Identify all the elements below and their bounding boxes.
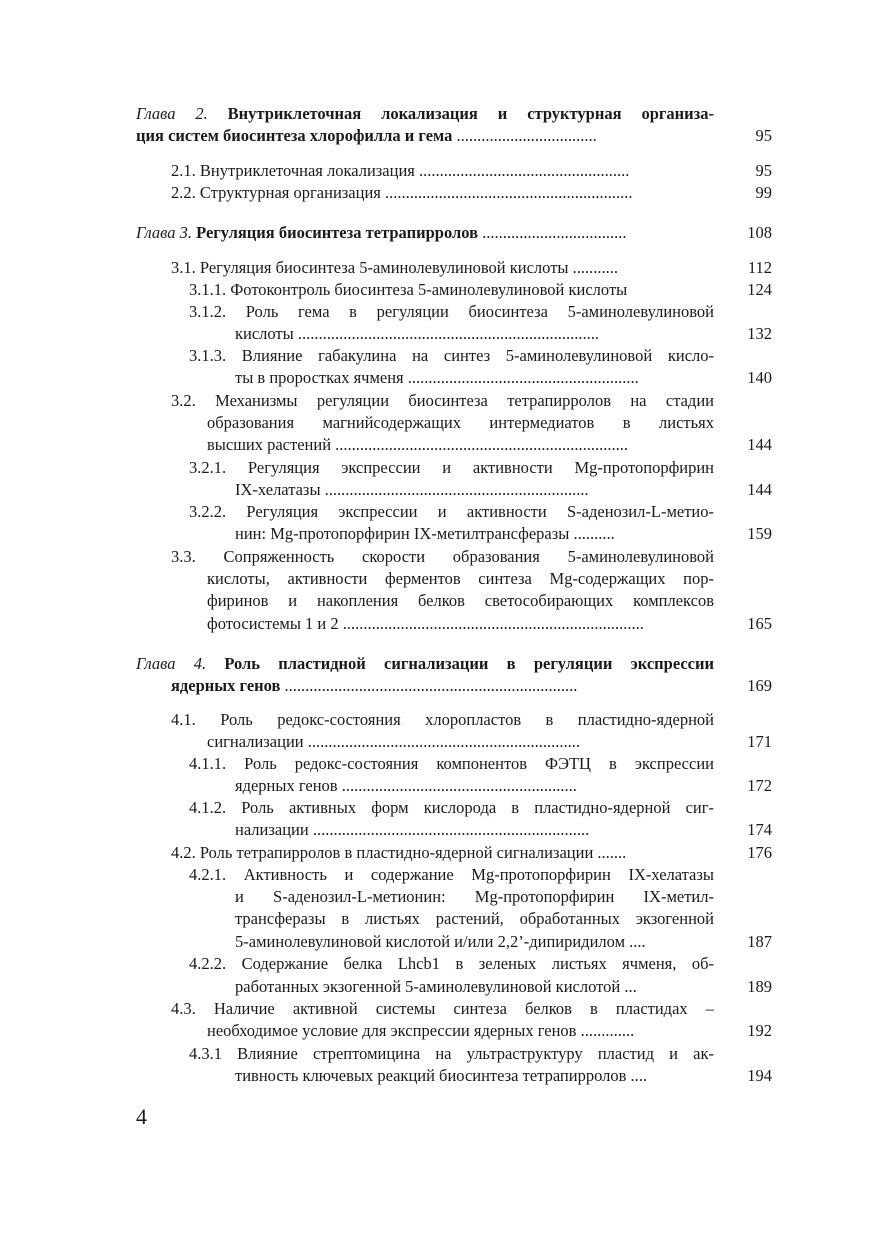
page-ref: 159 (747, 524, 772, 543)
page-ref: 172 (747, 776, 772, 795)
page-ref: 95 (755, 161, 772, 180)
toc-entry-3-2-2-line2[interactable]: нин: Mg-протопорфирин IX-метилтрансферазы .......... (235, 524, 615, 543)
page-ref: 174 (747, 820, 772, 839)
page-number: 4 (136, 1104, 147, 1129)
toc-entry-ch4-line1: Глава 4. Роль пластидной сигнализации в регуляции экспрессии (136, 654, 715, 673)
toc-entry-3-2-line2: образования магнийсодержащих интермедиатов в листьях (207, 413, 714, 432)
toc-entry-3-1[interactable]: 3.1. Регуляция биосинтеза 5-аминолевулиновой кислоты ........... (171, 258, 618, 277)
page-ref: 144 (747, 480, 772, 499)
toc-entry-3-2-1-line2[interactable]: IX-хелатазы ................................................................ (235, 480, 589, 499)
toc-entry-3-1-1[interactable]: 3.1.1. Фотоконтроль биосинтеза 5-аминолевулиновой кислоты (189, 280, 628, 299)
page-ref: 187 (747, 932, 772, 951)
toc-entry-4-1-line1: 4.1. Роль редокс-состояния хлоропластов в пластидно-ядерной (171, 710, 714, 729)
toc-entry-3-1-3-line1: 3.1.3. Влияние габакулина на синтез 5-аминолевулиновой кисло- (189, 346, 714, 365)
toc-entry-4-3-line1: 4.3. Наличие активной системы синтеза белков в пластидах – (171, 999, 714, 1018)
toc-entry-3-3-line3: фиринов и накопления белков светособирающих комплексов (207, 591, 714, 610)
toc-entry-ch4-line2[interactable]: ядерных генов ....................................................................... (171, 676, 578, 695)
page-ref: 108 (747, 223, 772, 242)
toc-entry-3-1-3-line2[interactable]: ты в проростках ячменя ........................................................ (235, 368, 639, 387)
chapter-label: Глава 2. (136, 104, 208, 123)
page-ref: 112 (747, 258, 772, 277)
toc-entry-3-3-line2: кислоты, активности ферментов синтеза Mg-содержащих пор- (207, 569, 714, 588)
toc-entry-3-1-2-line1: 3.1.2. Роль гема в регуляции биосинтеза 5-аминолевулиновой (189, 302, 714, 321)
toc-entry-4-2-1-line3: трансферазы в листьях растений, обработанных экзогенной (235, 909, 714, 928)
toc-entry-4-2-1-line4[interactable]: 5-аминолевулиновой кислотой и/или 2,2’-дипиридилом .... (235, 932, 646, 951)
toc-entry-4-1-line2[interactable]: сигнализации .................................................................. (207, 732, 580, 751)
page-ref: 169 (747, 676, 772, 695)
toc-entry-4-3-1-line2[interactable]: тивность ключевых реакций биосинтеза тетрапирролов .... (235, 1066, 648, 1085)
page-ref: 165 (747, 614, 772, 633)
chapter-title: Внутриклеточная локализация и структурная организа- (227, 104, 714, 123)
toc-entry-3-2-2-line1: 3.2.2. Регуляция экспрессии и активности S-аденозил-L-метио- (189, 502, 714, 521)
toc-entry-ch2-line2[interactable]: ция систем биосинтеза хлорофилла и гема .................................. (136, 126, 597, 145)
toc-entry-4-1-2-line2[interactable]: нализации ................................................................... (235, 820, 590, 839)
toc-entry-4-2[interactable]: 4.2. Роль тетрапирролов в пластидно-ядерной сигнализации ....... (171, 843, 627, 862)
page-ref: 194 (747, 1066, 772, 1085)
toc-entry-4-2-2-line1: 4.2.2. Содержание белка Lhcb1 в зеленых листьях ячменя, об- (189, 954, 714, 973)
chapter-title: ция систем биосинтеза хлорофилла и гема (136, 126, 453, 145)
page-ref: 140 (747, 368, 772, 387)
toc-entry-3-2-1-line1: 3.2.1. Регуляция экспрессии и активности Mg-протопорфирин (189, 458, 714, 477)
page-ref: 144 (747, 435, 772, 454)
toc-entry-4-1-1-line2[interactable]: ядерных генов ......................................................... (235, 776, 577, 795)
toc-entry-3-3-line1: 3.3. Сопряженность скорости образования 5-аминолевулиновой (171, 547, 714, 566)
page-ref: 95 (755, 126, 772, 145)
toc-entry-4-2-1-line1: 4.2.1. Активность и содержание Mg-протопорфирин IX-хелатазы (189, 865, 714, 884)
page-ref: 176 (747, 843, 772, 862)
toc-entry-3-2-line1: 3.2. Механизмы регуляции биосинтеза тетрапирролов на стадии (171, 391, 714, 410)
page-ref: 171 (747, 732, 772, 751)
toc-entry-3-2-line3[interactable]: высших растений ....................................................................... (207, 435, 629, 454)
toc-entry-4-1-1-line1: 4.1.1. Роль редокс-состояния компонентов ФЭТЦ в экспрессии (189, 754, 714, 773)
toc-entry-4-3-1-line1: 4.3.1 Влияние стрептомицина на ультраструктуру пластид и ак- (189, 1044, 714, 1063)
page-ref: 132 (747, 324, 772, 343)
toc-entry-3-3-line4[interactable]: фотосистемы 1 и 2 ......................................................................... (207, 614, 644, 633)
toc-entry-ch3[interactable]: Глава 3. Регуляция биосинтеза тетрапирролов ................................... (136, 223, 627, 242)
page-ref: 99 (755, 183, 772, 202)
toc-entry-4-2-2-line2[interactable]: работанных экзогенной 5-аминолевулиновой кислотой ... (235, 977, 637, 996)
toc-entry-4-2-1-line2: и S-аденозил-L-метионин: Mg-протопорфирин IX-метил- (235, 887, 714, 906)
toc-entry-2-1[interactable]: 2.1. Внутриклеточная локализация ................................................... (171, 161, 630, 180)
toc-entry-2-2[interactable]: 2.2. Структурная организация ............................................................ (171, 183, 633, 202)
toc-entry-3-1-2-line2[interactable]: кислоты ......................................................................... (235, 324, 599, 343)
toc-entry-4-3-line2[interactable]: необходимое условие для экспрессии ядерных генов ............. (207, 1021, 635, 1040)
page-ref: 192 (747, 1021, 772, 1040)
page-ref: 124 (747, 280, 772, 299)
page-ref: 189 (747, 977, 772, 996)
toc-entry-4-1-2-line1: 4.1.2. Роль активных форм кислорода в пластидно-ядерной сиг- (189, 798, 714, 817)
toc-entry-ch2-line1 (136, 102, 714, 126)
